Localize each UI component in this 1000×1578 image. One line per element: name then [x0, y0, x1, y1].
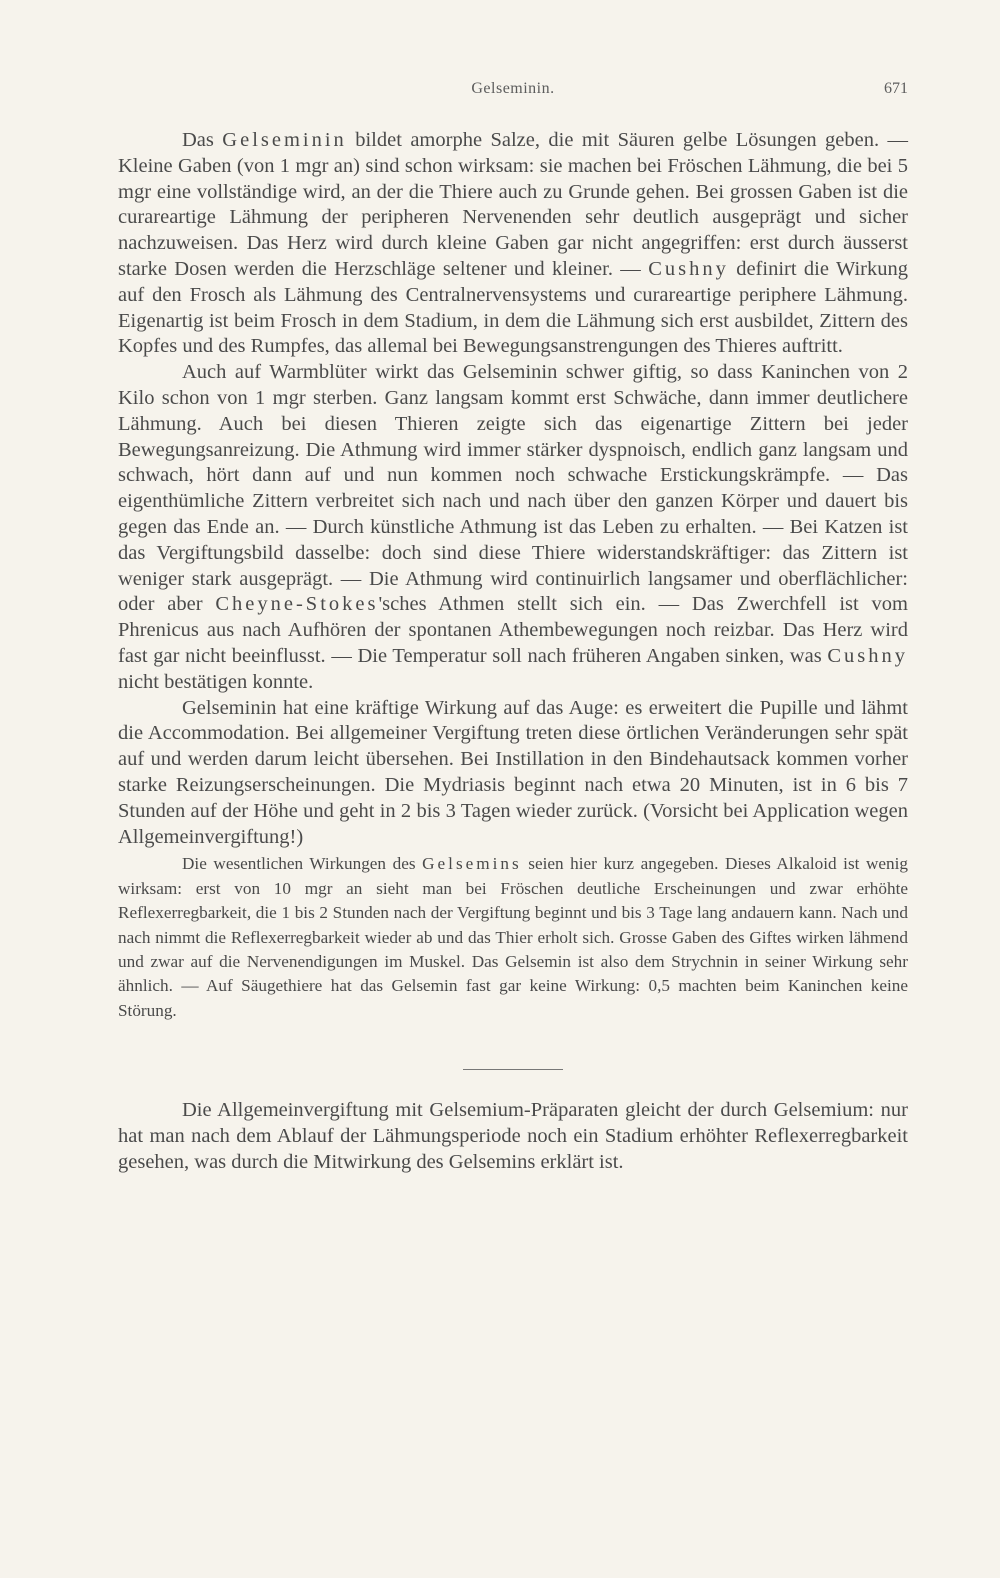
text-run: bildet amorphe Salze, die mit Säuren gelbe Lösungen geben. — Kleine Gaben (von 1 mgr an) sind schon wirksam: sie machen bei Fröschen Lähmung, die bei 5 mgr eine vollständige wird, an der die Thiere auch zu Grunde gehen. Bei grossen Gaben ist die curareartige Lähmung der peripheren Nervenenden sehr deutlich ausgeprägt und sicher nachzuweisen. Das Herz wird durch kleine Gaben gar nicht angegriffen: erst durch äusserst starke Dosen werden die Herzschläge seltener und kleiner. —	[118, 129, 908, 280]
text-run: Das	[182, 129, 223, 151]
running-header	[118, 80, 908, 104]
spaced-author-name: Cushny	[648, 257, 729, 280]
spaced-term: Gelseminin	[222, 129, 347, 151]
text-run: Gelseminin hat eine kräftige Wirkung auf das Auge: es erweitert die Pupille und lähmt die Accommodation. Bei allgemeiner Vergiftung treten diese örtlichen Veränderungen sehr spät auf und werden darum leicht übersehen. Bei Instillation in den Bindehautsack kommen vorher starke Reizungserscheinungen. Die Mydriasis beginnt nach etwa 20 Minuten, ist in 6 bis 7 Stunden auf der Höhe und geht in 2 bis 3 Tagen wieder zurück. (Vorsicht bei Application wegen Allgemeinvergiftung!)	[118, 696, 908, 848]
spaced-author-name: Cushny	[827, 644, 908, 667]
spaced-author-name: Cheyne-Stokes	[215, 593, 379, 616]
paragraph-4-small-print	[118, 852, 908, 1023]
text-run: seien hier kurz angegeben. Dieses Alkaloid ist wenig wirksam: erst von 10 mgr an sieht man bei Fröschen deutliche Erscheinungen und zwar erhöhte Reflexerregbarkeit, die 1 bis 2 Stunden nach der Vergiftung beginnt und bis 3 Tage lang andauern kann. Nach und nach nimmt die Reflexerregbarkeit wieder ab und das Thier erholt sich. Grosse Gaben des Giftes wirken lähmend und zwar auf die Nervenendigungen im Muskel. Das Gelsemin ist also dem Strychnin in seiner Wirkung sehr ähnlich. — Auf Säugethiere hat das Gelsemin fast gar keine Wirkung: 0,5 machten beim Kaninchen keine Störung.	[118, 854, 908, 1020]
text-run: definirt die Wirkung auf den Frosch als Lähmung des Centralnervensystems und curareartige periphere Lähmung. Eigenartig ist beim Frosch in dem Stadium, in dem die Lähmung sich erst ausbildet, Zittern des Kopfes und des Rumpfes, das allemal bei Bewegungsanstrengungen des Thieres auftritt.	[118, 257, 908, 358]
text-run: 'sches Athmen stellt sich ein. — Das Zwerchfell ist vom Phrenicus aus nach Aufhören der spontanen Athembewegungen noch reizbar. Das Herz wird fast gar nicht beeinflusst. — Die Temperatur soll nach früheren Angaben sinken, was	[118, 593, 908, 667]
section-divider	[463, 1069, 563, 1070]
page-number: 671	[884, 80, 908, 97]
text-run: Die wesentlichen Wirkungen des	[182, 854, 423, 874]
paragraph-2	[118, 360, 908, 695]
text-run: Auch auf Warmblüter wirkt das Gelseminin schwer giftig, so dass Kaninchen von 2 Kilo schon von 1 mgr sterben. Ganz langsam kommt erst Schwäche, dann immer deutlichere Lähmung. Auch bei diesen Thieren zeigte sich das eigenartige Zittern bei jeder Bewegungsanreizung. Die Athmung wird immer stärker dyspnoisch, endlich ganz langsam und schwach, hört dann auf und nun kommen noch schwache Erstickungskrämpfe. — Das eigenthümliche Zittern verbreitet sich nach und nach über den ganzen Körper und dauert bis gegen das Ende an. — Durch künstliche Athmung ist das Leben zu erhalten. — Bei Katzen ist das Vergiftungsbild dasselbe: doch sind diese Thiere widerstandskräftiger: das Zittern ist weniger stark ausgeprägt. — Die Athmung wird continuirlich langsamer und oberflächlicher: oder aber	[118, 361, 908, 616]
paragraph-3	[118, 696, 908, 851]
text-run: nicht bestätigen konnte.	[118, 670, 314, 693]
spaced-term: Gelsemins	[422, 854, 522, 874]
page-body	[118, 128, 908, 1176]
running-title: Gelseminin.	[471, 80, 555, 97]
paragraph-1	[118, 128, 908, 360]
text-run: Die Allgemeinvergiftung mit Gelsemium-Präparaten gleicht der durch Gelsemium: nur hat man nach dem Ablauf der Lähmungsperiode noch ein Stadium erhöhter Reflexerregbarkeit gesehen, was durch die Mitwirkung des Gelsemins erklärt ist.	[118, 1099, 908, 1173]
paragraph-5	[118, 1098, 908, 1175]
